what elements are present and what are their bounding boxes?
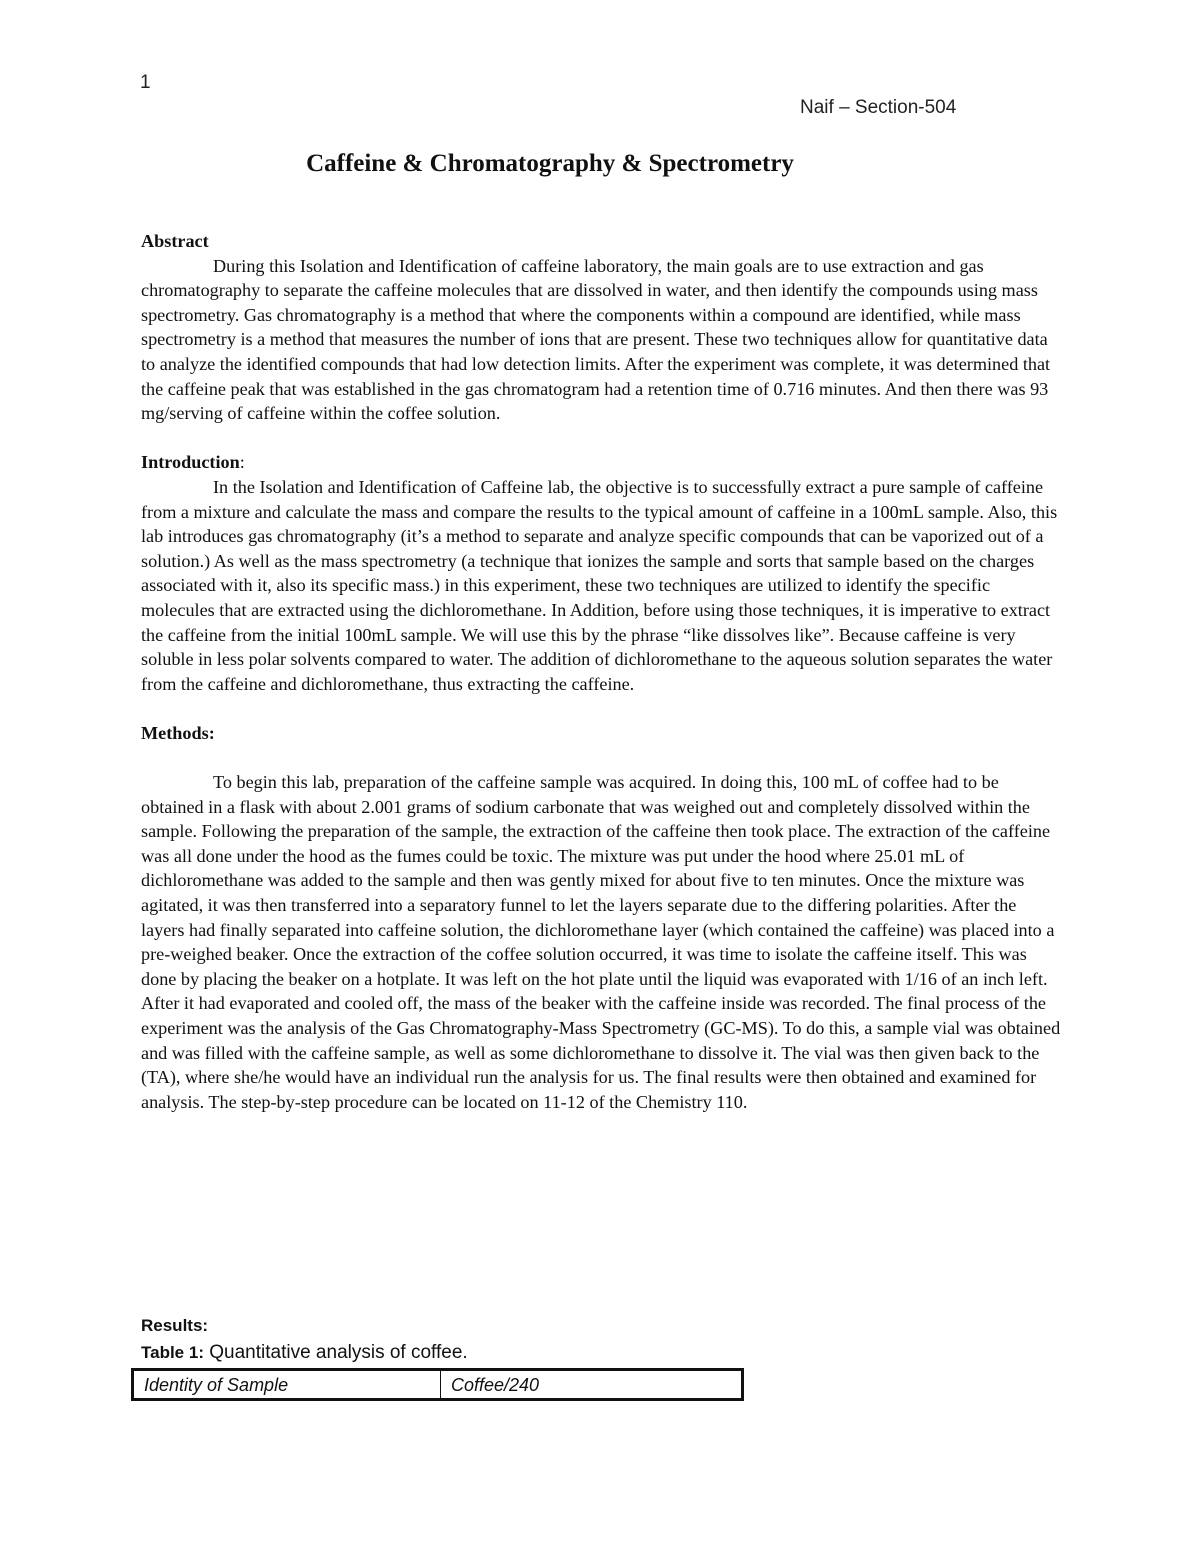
table-caption [141, 1342, 761, 1364]
results-heading: Results: [141, 1316, 209, 1335]
introduction-paragraph: In the Isolation and Identification of Caffeine lab, the objective is to successfully extract a pure sample of caffeine from a mixture and calculate the mass and compare the results to the typical amount of caffeine in a 100mL sample. Also, this lab introduces gas chromatography (it’s a method to separate and analyze specific compounds that can be vaporized out of a solution.) As well as the mass spectrometry (a technique that ionizes the sample and sorts that sample based on the charges associated with it, also its specific mass.) in this experiment, these two techniques are utilized to identify the specific molecules that are extracted using the dichloromethane. In Addition, before using those techniques, it is imperative to extract the caffeine from the initial 100mL sample. We will use this by the phrase “like dissolves like”. Because caffeine is very soluble in less polar solvents compared to water. The addition of dichloromethane to the aqueous solution separates the water from the caffeine and dichloromethane, thus extracting the caffeine. [141, 476, 1058, 694]
table-cell-label: Identity of Sample [133, 1370, 441, 1400]
page-number: 1 [140, 72, 151, 93]
abstract-paragraph: During this Isolation and Identification of caffeine laboratory, the main goals are to use extraction and gas chromatography to separate the caffeine molecules that are dissolved in water, and then identify the compounds using mass spectrometry. Gas chromatography is a method that where the components within a compound are identified, while mass spectrometry is a method that measures the number of ions that are present. These two techniques allow for quantitative data to analyze the identified compounds that had low detection limits. After the experiment was complete, it was determined that the caffeine peak that was established in the gas chromatogram had a retention time of 0.716 minutes. And then there was 93 mg/serving of caffeine within the coffee solution. [141, 255, 1051, 424]
author-section-header: Naif – Section-504 [800, 97, 957, 118]
table-cell-value: Coffee/240 [441, 1370, 743, 1400]
introduction-heading [141, 450, 1061, 475]
table-caption-label: Table 1: [141, 1343, 204, 1362]
document-title: Caffeine & Chromatography & Spectrometry [306, 150, 794, 177]
methods-heading: Methods: [141, 722, 215, 743]
document-body [141, 229, 1061, 1114]
abstract-heading: Abstract [141, 231, 209, 251]
results-block [141, 1316, 761, 1366]
table-row [133, 1370, 743, 1400]
table-caption-text: Quantitative analysis of coffee. [209, 1342, 468, 1363]
introduction-heading-text: Introduction [141, 452, 240, 473]
methods-paragraph: To begin this lab, preparation of the caffeine sample was acquired. In doing this, 100 mL of coffee had to be obtained in a flask with about 2.001 grams of sodium carbonate that was weighed out and completely dissolved within the sample. Following the preparation of the sample, the extraction of the caffeine then took place. The extraction of the caffeine was all done under the hood as the fumes could be toxic. The mixture was put under the hood where 25.01 mL of dichloromethane was added to the sample and then was gently mixed for about five to ten minutes. Once the mixture was agitated, it was then transferred into a separatory funnel to let the layers separate due to the differing polarities. After the layers had finally separated into caffeine solution, the dichloromethane layer (which contained the caffeine) was placed into a pre-weighed beaker. Once the extraction of the coffee solution occurred, it was time to isolate the caffeine itself. This was done by placing the beaker on a hotplate. It was left on the hot plate until the liquid was evaporated with 1/16 of an inch left. After it had evaporated and cooled off, the mass of the beaker with the caffeine inside was recorded. The final process of the experiment was the analysis of the Gas Chromatography-Mass Spectrometry (GC-MS). To do this, a sample vial was obtained and was filled with the caffeine sample, as well as some dichloromethane to dissolve it. The vial was then given back to the (TA), where she/he would have an individual run the analysis for us. The final results were then obtained and examined for analysis. The step-by-step procedure can be located on 11-12 of the Chemistry 110. [141, 772, 1061, 1112]
results-table [131, 1368, 744, 1401]
spacer [141, 745, 1061, 770]
spacer [141, 426, 1061, 451]
introduction-heading-colon: : [239, 452, 245, 473]
spacer [141, 696, 1061, 721]
